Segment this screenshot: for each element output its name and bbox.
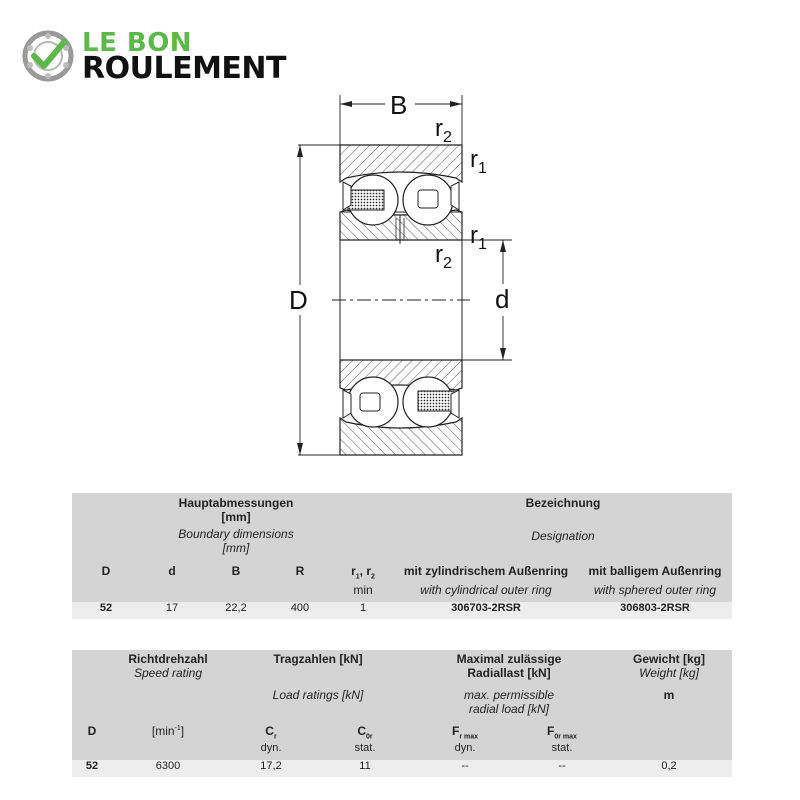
col-sphered-de: mit balligem Außenring bbox=[588, 564, 722, 578]
load-heading-en: Load ratings [kN] bbox=[272, 688, 364, 702]
dim-label-B: B bbox=[390, 90, 408, 120]
main-dims-unit-en: [mm] bbox=[222, 541, 250, 555]
col-B: B bbox=[231, 564, 241, 578]
max-load-heading-de-2: Radiallast [kN] bbox=[467, 666, 551, 680]
col-F0r-max: $F_{0r max}$ bbox=[547, 724, 577, 741]
cell-m: 0,2 bbox=[606, 760, 732, 777]
ratings-table bbox=[72, 650, 732, 777]
cell-D-2: 52 bbox=[72, 760, 112, 777]
speed-heading-de: Richtdrehzahl bbox=[128, 652, 208, 666]
cell-d: 17 bbox=[140, 602, 204, 619]
col-dyn-2: dyn. bbox=[454, 742, 476, 755]
max-load-heading-de-1: Maximal zulässige bbox=[456, 652, 562, 666]
col-sphered-en: with sphered outer ring bbox=[593, 583, 717, 598]
radius-label-r1-mid: $r_1$ bbox=[470, 222, 487, 253]
col-C0r: $C_{0r}$ bbox=[357, 724, 373, 741]
col-m: m bbox=[663, 688, 675, 702]
load-heading-de: Tragzahlen [kN] bbox=[273, 652, 363, 666]
col-stat-1: stat. bbox=[354, 742, 376, 755]
dim-label-d: d bbox=[495, 284, 510, 314]
outer-ring-bottom bbox=[340, 418, 462, 455]
cell-B: 22,2 bbox=[204, 602, 268, 619]
col-D: D bbox=[101, 564, 111, 578]
col-speed-unit: $[\min^{-1}]$ bbox=[151, 724, 185, 738]
weight-heading-de: Gewicht [kg] bbox=[632, 652, 705, 666]
designation-heading-en: Designation bbox=[531, 529, 595, 543]
cell-r: 1 bbox=[332, 602, 394, 619]
cell-F0r: -- bbox=[518, 760, 606, 777]
cell-C0r: 11 bbox=[318, 760, 412, 777]
radius-label-r1-top: $r_1$ bbox=[470, 146, 487, 177]
table-row bbox=[72, 760, 732, 777]
col-R: R bbox=[295, 564, 305, 578]
table-row bbox=[72, 602, 732, 619]
cell-sphered: 306803-2RSR bbox=[578, 602, 732, 619]
col-r1-r2: $r_1$, $r_2$ bbox=[351, 564, 375, 581]
cell-Fr: -- bbox=[412, 760, 518, 777]
col-cylindrical-de: mit zylindrischem Außenring bbox=[403, 564, 569, 578]
brand-line2: ROULEMENT bbox=[82, 51, 286, 86]
weight-heading-en: Weight [kg] bbox=[639, 666, 699, 680]
col-dyn-1: dyn. bbox=[260, 742, 282, 755]
cell-R: 400 bbox=[268, 602, 332, 619]
cell-speed: 6300 bbox=[112, 760, 224, 777]
speed-heading-en: Speed rating bbox=[133, 666, 203, 680]
dim-label-D: D bbox=[289, 285, 308, 315]
col-stat-2: stat. bbox=[551, 742, 573, 755]
radius-label-r2-mid: $r_2$ bbox=[435, 241, 452, 272]
cell-D: 52 bbox=[72, 602, 140, 619]
brand-line1: LE BON bbox=[82, 28, 193, 58]
col-min: min bbox=[353, 583, 373, 598]
max-load-heading-en-2: radial load [kN] bbox=[468, 702, 550, 716]
designation-heading-de: Bezeichnung bbox=[525, 496, 601, 510]
radius-label-r2-top: $r_2$ bbox=[435, 115, 452, 146]
col-d: d bbox=[168, 564, 176, 578]
col-Cr: $C_r$ bbox=[265, 724, 277, 741]
col-D-2: D bbox=[87, 724, 97, 738]
cell-Cr: 17,2 bbox=[224, 760, 318, 777]
max-load-heading-en-1: max. permissible bbox=[463, 688, 555, 702]
main-dims-heading-en: Boundary dimensions bbox=[178, 527, 294, 541]
col-cylindrical-en: with cylindrical outer ring bbox=[420, 583, 552, 598]
col-Fr-max: $F_{r max}$ bbox=[451, 724, 479, 741]
dimensions-table bbox=[72, 493, 732, 619]
outer-ring-top bbox=[340, 145, 462, 182]
cell-cylindrical: 306703-2RSR bbox=[394, 602, 578, 619]
main-dims-unit-de: [mm] bbox=[221, 510, 251, 524]
main-dims-heading-de: Hauptabmessungen bbox=[178, 496, 294, 510]
